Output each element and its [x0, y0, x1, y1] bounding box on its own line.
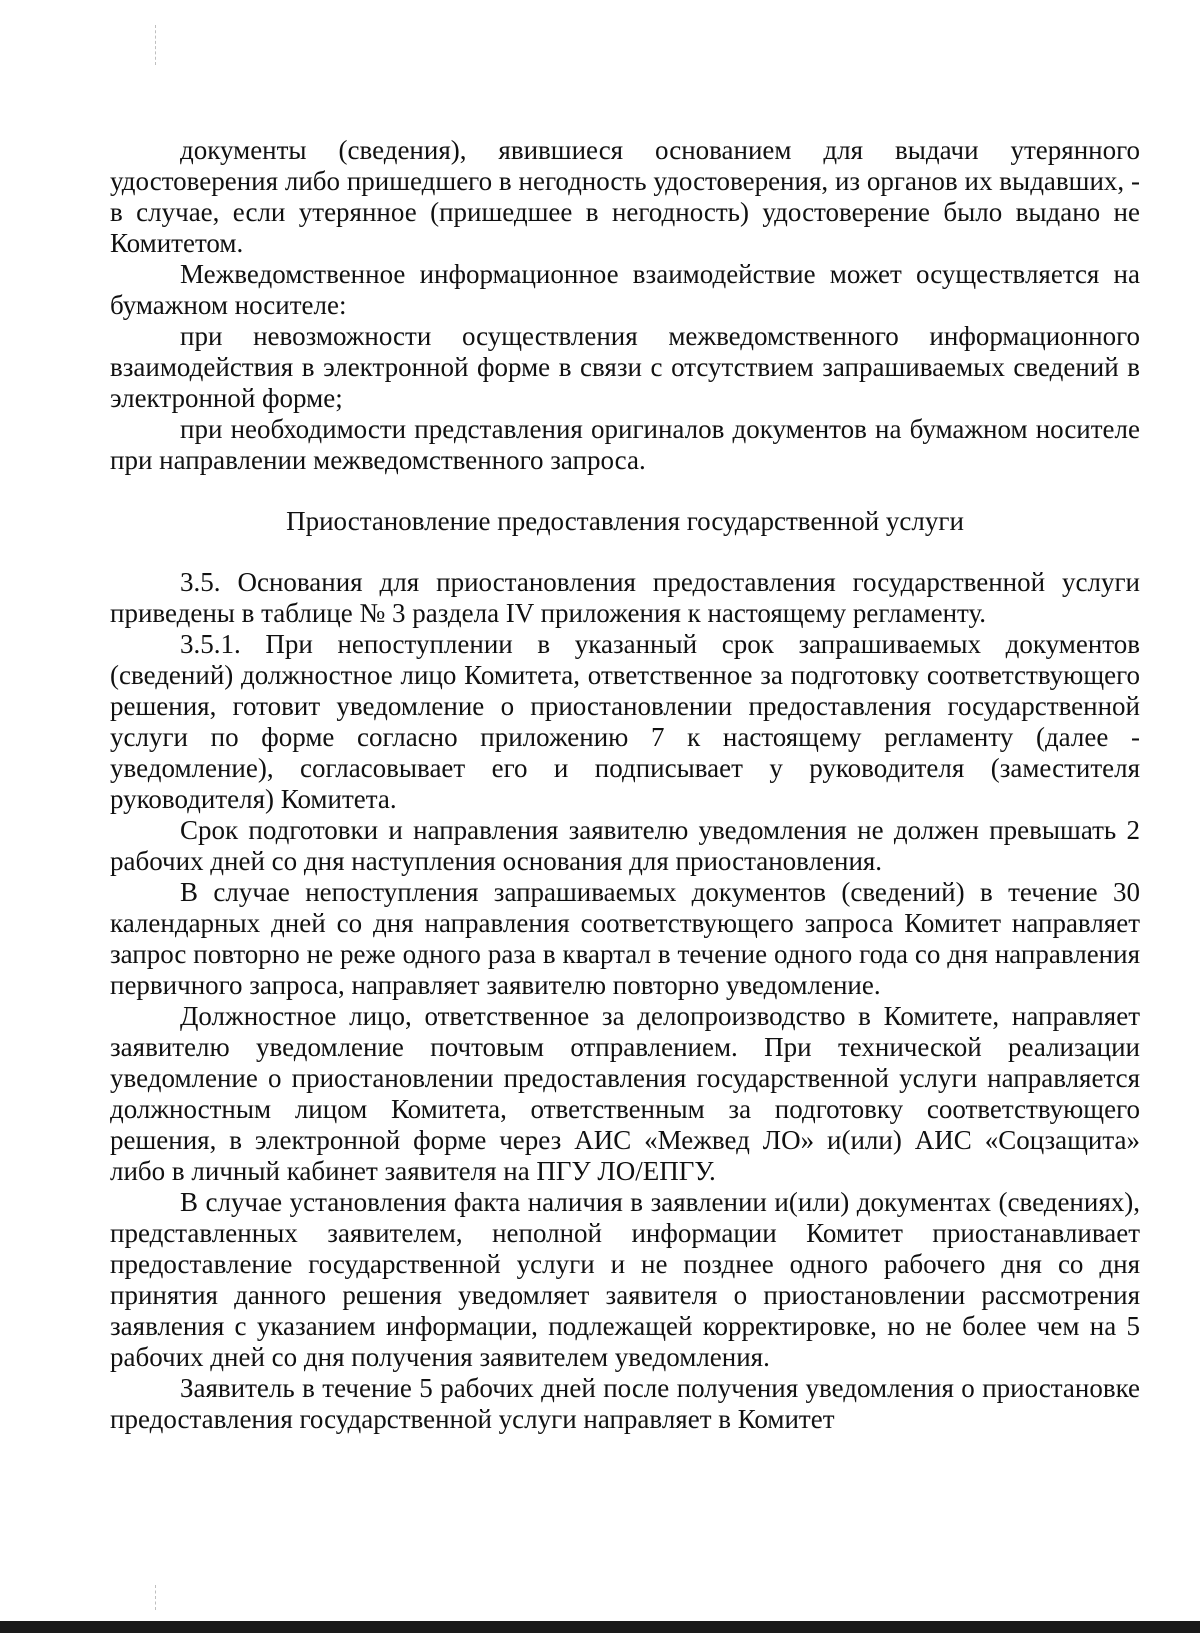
paragraph-official-sends-notice: Должностное лицо, ответственное за делопроизводство в Комитете, направляет заявителю уведомление почтовым отправлением. При технической реализации уведомление о приостановлении предоставления государственной услуги направляется должностным лицом Комитета, ответственным за подготовку соответствующего решения, в электронной форме через АИС «Межвед ЛО» и(или) АИС «Соцзащита» либо в личный кабинет заявителя на ПГУ ЛО/ЕПГУ. — [110, 1001, 1140, 1186]
paragraph-documents: документы (сведения), явившиеся основанием для выдачи утерянного удостоверения либо пришедшего в негодность удостоверения, из органов их выдавших, - в случае, если утерянное (пришедшее в негодность) удостоверение было выдано не Комитетом. — [110, 135, 1140, 258]
paragraph-applicant-response: Заявитель в течение 5 рабочих дней после получения уведомления о приостановке предоставления государственной услуги направляет в Комитет — [110, 1373, 1140, 1434]
paragraph-incomplete-information: В случае установления факта наличия в заявлении и(или) документах (сведениях), представленных заявителем, неполной информации Комитет приостанавливает предоставление государственной услуги и не позднее одного рабочего дня со дня принятия данного решения уведомляет заявителя о приостановлении рассмотрения заявления с указанием информации, подлежащей корректировке, но не более чем на 5 рабочих дней со дня получения заявителем уведомления. — [110, 1187, 1140, 1372]
section-heading: Приостановление предоставления государственной услуги — [286, 506, 964, 536]
paragraph-originals-required: при необходимости представления оригиналов документов на бумажном носителе при направлении межведомственного запроса. — [110, 414, 1140, 475]
paragraph-interagency-paper: Межведомственное информационное взаимодействие может осуществляется на бумажном носителе: — [110, 259, 1140, 320]
paragraph-impossibility-electronic: при невозможности осуществления межведомственного информационного взаимодействия в электронной форме в связи с отсутствием запрашиваемых сведений в электронной форме; — [110, 321, 1140, 413]
paragraph-notice-deadline: Срок подготовки и направления заявителю уведомления не должен превышать 2 рабочих дней со дня наступления основания для приостановления. — [110, 815, 1140, 876]
paragraph-repeat-request: В случае непоступления запрашиваемых документов (сведений) в течение 30 календарных дней со дня направления соответствующего запроса Комитет направляет запрос повторно не реже одного раза в квартал в течение одного года со дня направления первичного запроса, направляет заявителю повторно уведомление. — [110, 877, 1140, 1000]
scan-edge-bar — [0, 1621, 1200, 1633]
scan-artifact-mark — [155, 25, 156, 65]
paragraph-3-5-1: 3.5.1. При непоступлении в указанный срок запрашиваемых документов (сведений) должностное лицо Комитета, ответственное за подготовку соответствующего решения, готовит уведомление о приостановлении предоставления государственной услуги по форме согласно приложению 7 к настоящему регламенту (далее - уведомление), согласовывает его и подписывает у руководителя (заместителя руководителя) Комитета. — [110, 629, 1140, 814]
paragraph-3-5: 3.5. Основания для приостановления предоставления государственной услуги приведены в таблице № 3 раздела IV приложения к настоящему регламенту. — [110, 567, 1140, 628]
document-body — [110, 135, 1140, 1435]
scan-artifact-mark — [155, 1585, 156, 1610]
